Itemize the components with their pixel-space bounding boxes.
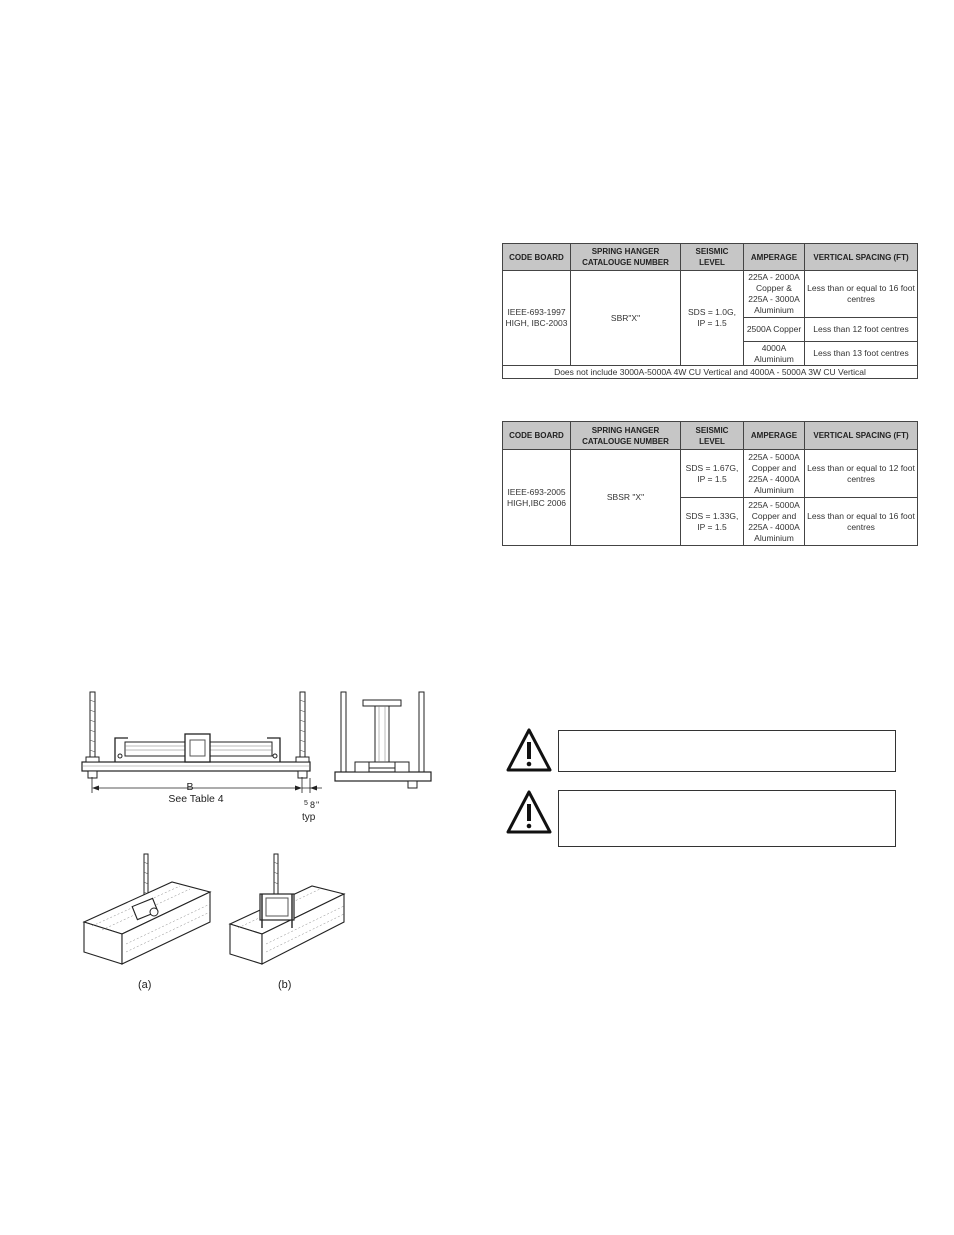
hanger-clamp-figure-b <box>228 852 346 970</box>
seismic-cell: SDS = 1.33G, IP = 1.5 <box>681 498 744 546</box>
header-code-board: CODE BOARD <box>503 244 571 271</box>
spacing-cell: Less than or equal to 16 foot centres <box>805 498 918 546</box>
header-amperage: AMPERAGE <box>744 244 805 271</box>
hanger-front-view-figure <box>80 690 325 825</box>
code-board-cell: IEEE-693-2005 HIGH,IBC 2006 <box>503 450 571 546</box>
hanger-clamp-figure-a <box>82 852 212 970</box>
amperage-cell: 4000A Aluminium <box>744 342 805 366</box>
header-catalogue-number: SPRING HANGER CATALOUGE NUMBER <box>571 422 681 450</box>
dimension-b-label: B <box>186 781 194 793</box>
spacing-cell: Less than or equal to 16 foot centres <box>805 271 918 318</box>
hanger-side-view-figure <box>333 690 433 790</box>
spring-hanger-table-2 <box>502 421 918 546</box>
spacing-cell: Less than or equal to 12 foot centres <box>805 450 918 498</box>
see-table-label: See Table 4 <box>168 793 224 805</box>
amperage-cell: 225A - 5000A Copper and 225A - 4000A Aluminium <box>744 498 805 546</box>
header-seismic-level: SEISMIC LEVEL <box>681 244 744 271</box>
warning-box-2 <box>558 790 896 847</box>
typ-label: typ <box>302 812 316 823</box>
header-vertical-spacing: VERTICAL SPACING (FT) <box>805 244 918 271</box>
table-footnote: Does not include 3000A-5000A 4W CU Vertical and 4000A - 5000A 3W CU Vertical <box>503 366 918 379</box>
header-vertical-spacing: VERTICAL SPACING (FT) <box>805 422 918 450</box>
spacing-cell: Less than 12 foot centres <box>805 318 918 342</box>
header-catalogue-number: SPRING HANGER CATALOUGE NUMBER <box>571 244 681 271</box>
fraction-inch-mark: " <box>316 800 320 810</box>
spring-hanger-table-1 <box>502 243 918 379</box>
fraction-numerator: 5 <box>304 800 308 807</box>
amperage-cell: 2500A Copper <box>744 318 805 342</box>
catalogue-cell: SBR"X" <box>571 271 681 366</box>
header-amperage: AMPERAGE <box>744 422 805 450</box>
amperage-cell: 225A - 2000A Copper & 225A - 3000A Aluminium <box>744 271 805 318</box>
warning-triangle-icon <box>506 728 552 772</box>
seismic-cell: SDS = 1.0G, IP = 1.5 <box>681 271 744 366</box>
figure-caption-b: (b) <box>278 979 292 991</box>
warning-triangle-icon <box>506 790 552 834</box>
warning-box-1 <box>558 730 896 772</box>
seismic-cell: SDS = 1.67G, IP = 1.5 <box>681 450 744 498</box>
spacing-cell: Less than 13 foot centres <box>805 342 918 366</box>
figure-caption-a: (a) <box>138 979 152 991</box>
code-board-cell: IEEE-693-1997 HIGH, IBC-2003 <box>503 271 571 366</box>
header-code-board: CODE BOARD <box>503 422 571 450</box>
amperage-cell: 225A - 5000A Copper and 225A - 4000A Aluminium <box>744 450 805 498</box>
catalogue-cell: SBSR "X" <box>571 450 681 546</box>
fraction-denominator: 8 <box>310 800 316 810</box>
header-seismic-level: SEISMIC LEVEL <box>681 422 744 450</box>
